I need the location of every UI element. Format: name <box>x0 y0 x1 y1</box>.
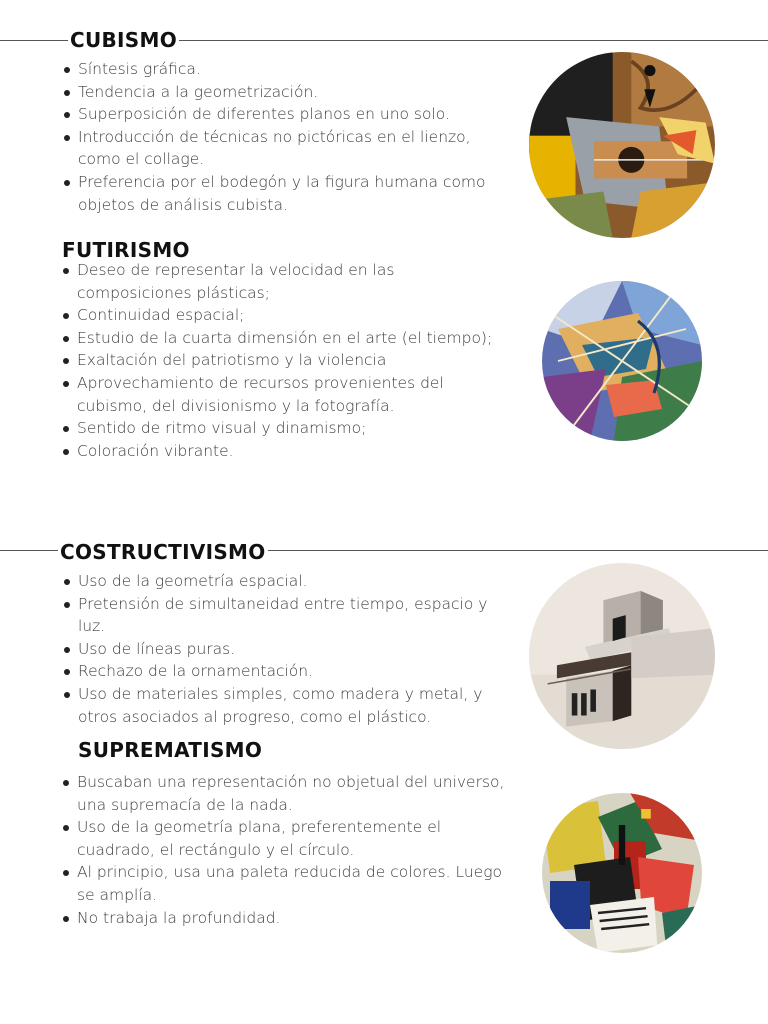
list-item: Pretensión de simultaneidad entre tiempo, espacio y luz. <box>62 593 502 638</box>
list-item: Tendencia a la geometrización. <box>62 81 502 104</box>
list-item: Estudio de la cuarta dimensión en el arte (el tiempo); <box>61 327 501 350</box>
list-item: Buscaban una representación no objetual del universo, una supremacía de la nada. <box>61 771 521 816</box>
list-item: Aprovechamiento de recursos provenientes del cubismo, del divisionismo y la fotografía. <box>61 372 501 417</box>
list-item: Uso de la geometría plana, preferentemente el cuadrado, el rectángulo y el círculo. <box>61 816 521 861</box>
list-item: Al principio, usa una paleta reducida de colores. Luego se amplía. <box>61 861 521 906</box>
heading-futirismo: FUTIRISMO <box>62 238 190 262</box>
list-suprematismo <box>61 771 521 929</box>
list-item: Rechazo de la ornamentación. <box>62 660 502 683</box>
heading-cubismo: CUBISMO <box>70 28 178 52</box>
list-item: Uso de líneas puras. <box>62 638 502 661</box>
list-item: Introducción de técnicas no pictóricas en el lienzo, como el collage. <box>62 126 502 171</box>
list-item: Sentido de ritmo visual y dinamismo; <box>61 417 501 440</box>
list-item: Exaltación del patriotismo y la violencia <box>61 349 501 372</box>
list-item: Síntesis gráfica. <box>62 58 502 81</box>
list-item: Superposición de diferentes planos en uno solo. <box>62 103 502 126</box>
list-item: Continuidad espacial; <box>61 304 501 327</box>
constructivist-artwork-image <box>529 563 715 749</box>
list-cubismo <box>62 58 502 216</box>
suprematist-artwork-image <box>542 793 702 953</box>
list-item: Coloración vibrante. <box>61 440 501 463</box>
list-item: Deseo de representar la velocidad en las composiciones plásticas; <box>61 259 501 304</box>
list-item: Preferencia por el bodegón y la figura humana como objetos de análisis cubista. <box>62 171 502 216</box>
heading-suprematismo: SUPREMATISMO <box>78 738 263 762</box>
cubist-artwork-image <box>529 52 715 238</box>
heading-costructivismo: COSTRUCTIVISMO <box>60 540 266 564</box>
futurist-artwork-image <box>542 281 702 441</box>
list-costructivismo <box>62 570 502 728</box>
list-futirismo <box>61 259 501 462</box>
list-item: No trabaja la profundidad. <box>61 907 521 930</box>
list-item: Uso de la geometría espacial. <box>62 570 502 593</box>
list-item: Uso de materiales simples, como madera y metal, y otros asociados al progreso, como el plástico. <box>62 683 502 728</box>
